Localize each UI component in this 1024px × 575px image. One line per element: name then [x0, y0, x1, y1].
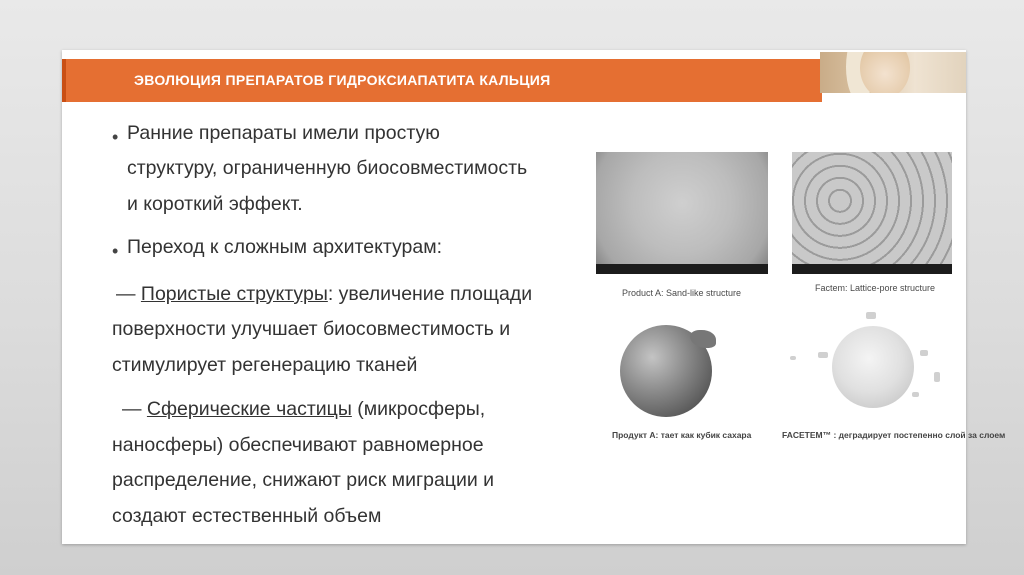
bullet-1-line-2: структуру, ограниченную биосовместимость: [127, 157, 528, 179]
bullet-1-line-1: Ранние препараты имели простую: [127, 122, 440, 144]
sub-1-line-2: поверхности улучшает биосовместимость и: [112, 318, 511, 340]
bullet-2-text: Переход к сложным архитектурам:: [127, 236, 443, 258]
slide-title: ЭВОЛЮЦИЯ ПРЕПАРАТОВ ГИДРОКСИАПАТИТА КАЛЬЦИЯ: [134, 72, 551, 88]
sem-right-caption: Factem: Lattice-pore structure: [815, 283, 936, 293]
sphere-fragment: [912, 392, 919, 397]
sub-1-rest: : увеличение площади: [327, 283, 533, 305]
webcam-overlay: [820, 52, 966, 93]
porous-structures-term: Пористые структуры: [140, 283, 328, 305]
sphere-fragment: [790, 356, 796, 360]
spherical-particles-term: Сферические частицы: [146, 398, 352, 420]
sphere-fragment: [866, 312, 876, 319]
sub-1-dash: —: [116, 283, 141, 305]
bullet-dot-2: •: [112, 241, 119, 261]
sub-2-rest: (микросферы,: [351, 398, 486, 420]
sphere-right-caption: FACETEM™ : деградирует постепенно слой за слоем: [782, 430, 1006, 440]
sphere-fragment: [934, 372, 940, 382]
sem-left-caption: Product A: Sand-like structure: [622, 288, 742, 298]
sem-info-bar: [596, 264, 768, 274]
sub-item-spherical-first-line: [122, 398, 485, 421]
sub-1-line-3: стимулирует регенерацию тканей: [112, 354, 418, 376]
sub-2-line-2: наносферы) обеспечивают равномерное: [112, 434, 484, 456]
sub-item-porous-first-line: [116, 283, 532, 306]
sem-image-lattice-pore: [792, 152, 952, 274]
sub-2-line-3: распределение, снижают риск миграции и: [112, 469, 495, 491]
sub-2-line-4: создают естественный объем: [112, 505, 382, 527]
microsphere-image-facetem: [832, 326, 914, 408]
sphere-fragment: [920, 350, 928, 356]
sphere-fragment: [818, 352, 828, 358]
sem-info-bar: [792, 264, 952, 274]
bullet-1-line-3: и короткий эффект.: [127, 193, 303, 215]
sphere-left-caption: Продукт А: тает как кубик сахара: [612, 430, 752, 440]
sem-image-sand-like: [596, 152, 768, 274]
sub-2-dash: —: [122, 398, 147, 420]
webcam-person-face: [860, 52, 910, 93]
bullet-dot-1: •: [112, 127, 119, 147]
